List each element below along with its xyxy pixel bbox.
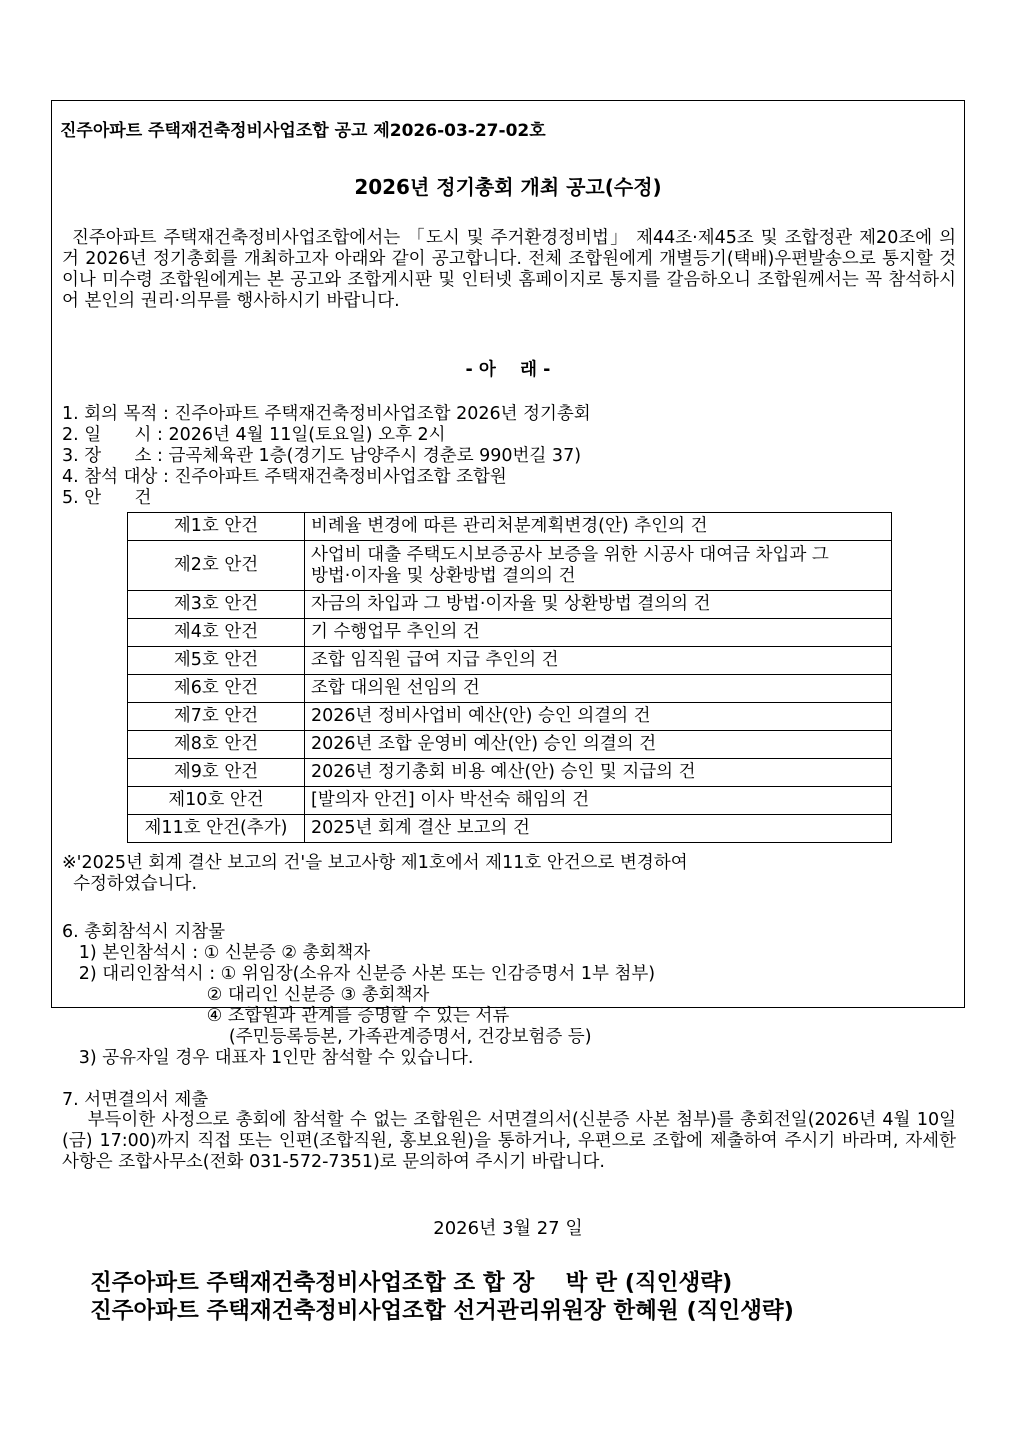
footnote-line: ※'2025년 회계 결산 보고의 건'을 보고사항 제1호에서 제11호 안건으로 변경하여 (62, 853, 688, 873)
agenda-number: 제4호 안건 (128, 619, 305, 647)
attendance-line: (주민등록등본, 가족관계증명서, 건강보험증 등) (62, 1027, 592, 1047)
item-datetime: 2. 일 시 : 2026년 4월 11일(토요일) 오후 2시 (62, 425, 446, 445)
agenda-row (128, 787, 892, 815)
footnote-line: 수정하였습니다. (62, 874, 198, 894)
agenda-row (128, 703, 892, 731)
agenda-table (127, 512, 892, 843)
agenda-number: 제10호 안건 (128, 787, 305, 815)
item-agenda-heading: 5. 안 건 (62, 488, 152, 508)
agenda-number: 제3호 안건 (128, 591, 305, 619)
signature-election-committee: 진주아파트 주택재건축정비사업조합 선거관리위원장 한혜원 (직인생략) (90, 1298, 794, 1324)
item-purpose: 1. 회의 목적 : 진주아파트 주택재건축정비사업조합 2026년 정기총회 (62, 404, 591, 424)
agenda-description: 조합 임직원 급여 지급 추인의 건 (305, 647, 892, 675)
attendance-line: ② 대리인 신분증 ③ 총회책자 (62, 985, 430, 1005)
agenda-row (128, 541, 892, 591)
agenda-row (128, 619, 892, 647)
ara-heading: - 아 래 - (465, 360, 551, 380)
agenda-description: 2026년 조합 운영비 예산(안) 승인 의결의 건 (305, 731, 892, 759)
attendance-line: 2) 대리인참석시 : ① 위임장(소유자 신분증 사본 또는 인감증명서 1부 첨부) (62, 964, 656, 984)
agenda-number: 제1호 안건 (128, 513, 305, 541)
notice-date: 2026년 3월 27 일 (433, 1218, 583, 1239)
agenda-row (128, 513, 892, 541)
agenda-number: 제9호 안건 (128, 759, 305, 787)
agenda-description: 기 수행업무 추인의 건 (305, 619, 892, 647)
agenda-description: 자금의 차입과 그 방법·이자율 및 상환방법 결의의 건 (305, 591, 892, 619)
agenda-number: 제5호 안건 (128, 647, 305, 675)
intro-paragraph (62, 228, 956, 312)
agenda-number: 제6호 안건 (128, 675, 305, 703)
agenda-row (128, 815, 892, 843)
agenda-row (128, 675, 892, 703)
agenda-row (128, 731, 892, 759)
attendance-line: 1) 본인참석시 : ① 신분증 ② 총회책자 (62, 943, 371, 963)
item-location: 3. 장 소 : 금곡체육관 1층(경기도 남양주시 경춘로 990번길 37) (62, 446, 582, 466)
agenda-number: 제7호 안건 (128, 703, 305, 731)
attendance-heading: 6. 총회참석시 지참물 (62, 922, 226, 942)
agenda-description: 2026년 정기총회 비용 예산(안) 승인 및 지급의 건 (305, 759, 892, 787)
agenda-description: 조합 대의원 선임의 건 (305, 675, 892, 703)
signature-chairman: 진주아파트 주택재건축정비사업조합 조 합 장 박 란 (직인생략) (90, 1270, 733, 1296)
attendance-line: ④ 조합원과 관계를 증명할 수 있는 서류 (62, 1006, 510, 1026)
footnote (62, 853, 688, 895)
agenda-row (128, 759, 892, 787)
notice-document (51, 100, 965, 1324)
agenda-number: 제8호 안건 (128, 731, 305, 759)
agenda-description: 사업비 대출 주택도시보증공사 보증을 위한 시공사 대여금 차입과 그 방법·이자율 및 상환방법 결의의 건 (305, 541, 892, 591)
agenda-description: [발의자 안건] 이사 박선숙 해임의 건 (305, 787, 892, 815)
agenda-description: 2025년 회계 결산 보고의 건 (305, 815, 892, 843)
agenda-number: 제11호 안건(추가) (128, 815, 305, 843)
submission-paragraph: 부득이한 사정으로 총회에 참석할 수 없는 조합원은 서면결의서(신분증 사본 첨부)를 총회전일(2026년 4월 10일(금) 17:00)까지 직접 또는 인편(조합직원, 홍보요원)을 통하거나, 우편으로 조합에 제출하여 주시기 바라며, 자세한 사항은 조합사무소(전화 031-572-7351)로 문의하여 주시기 바랍니다. (62, 1110, 962, 1172)
intro-text: 진주아파트 주택재건축정비사업조합에서는 「도시 및 주거환경정비법」 제44조·제45조 및 조합정관 제20조에 의거 2026년 정기총회를 개최하고자 아래와 같이 공고합니다. 전체 조합원에게 개별등기(택배)우편발송으로 통지할 것이나 미수령 조합원에게는 본 공고와 조합게시판 및 인터넷 홈페이지로 통지를 갈음하오니 조합원께서는 꼭 참석하시어 본인의 권리·의무를 행사하시기 바랍니다. (62, 228, 956, 311)
agenda-description: 2026년 정비사업비 예산(안) 승인 의결의 건 (305, 703, 892, 731)
notice-title: 2026년 정기총회 개최 공고(수정) (354, 175, 662, 199)
agenda-number: 제2호 안건 (128, 541, 305, 591)
agenda-row (128, 647, 892, 675)
agenda-row (128, 591, 892, 619)
agenda-description: 비례율 변경에 따른 관리처분계획변경(안) 추인의 건 (305, 513, 892, 541)
submission-heading: 7. 서면결의서 제출 (62, 1090, 209, 1110)
attendance-line: 3) 공유자일 경우 대표자 1인만 참석할 수 있습니다. (62, 1048, 474, 1068)
notice-number: 진주아파트 주택재건축정비사업조합 공고 제2026-03-27-02호 (60, 121, 546, 141)
item-attendees: 4. 참석 대상 : 진주아파트 주택재건축정비사업조합 조합원 (62, 467, 507, 487)
